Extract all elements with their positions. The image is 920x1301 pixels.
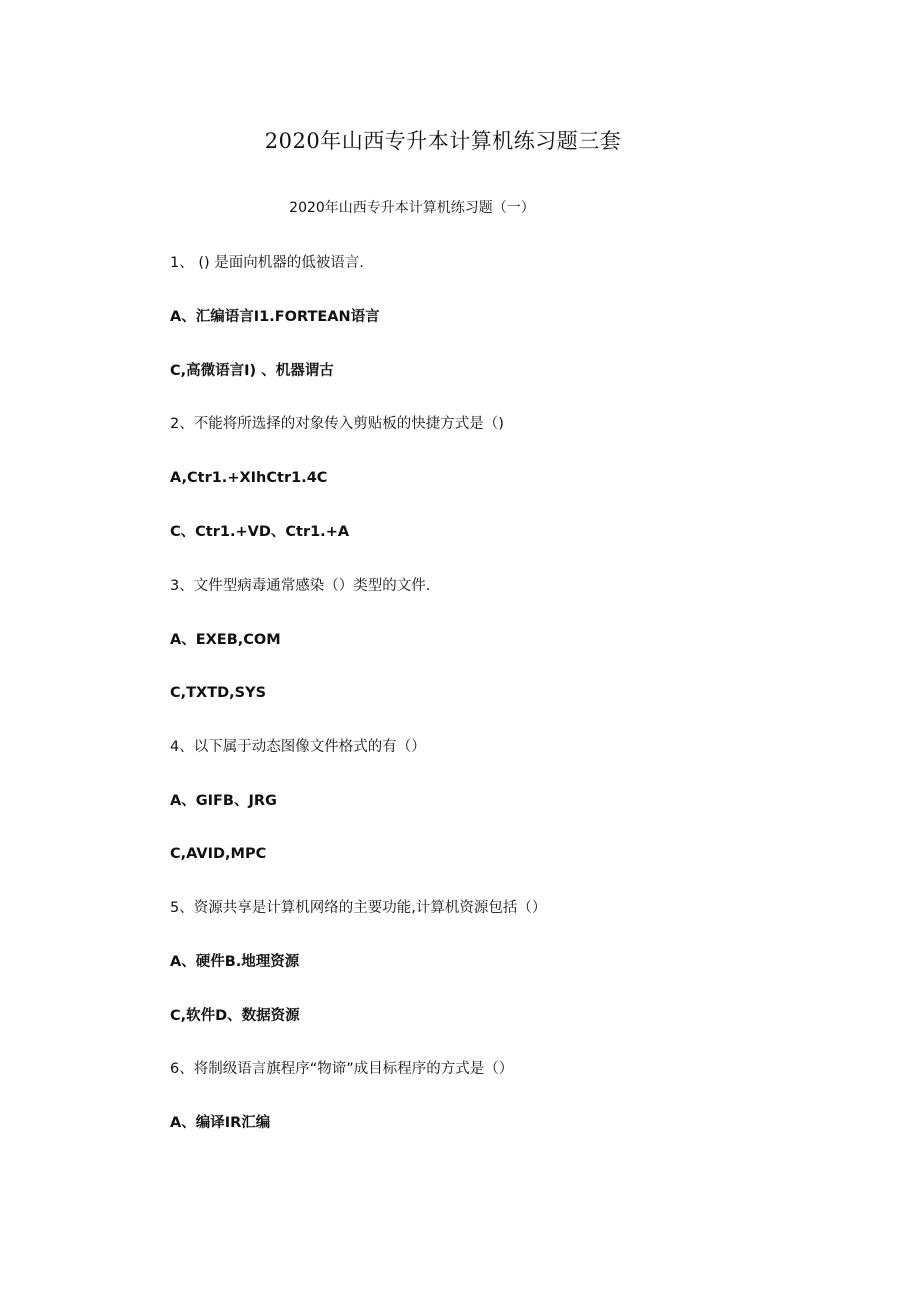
question-5-options-ab: A、硬件B.地理资源 [170, 954, 300, 970]
document-title: 2020年山西专升本计算机练习题三套 [264, 129, 622, 153]
question-4: 4、以下属于动态图像文件格式的有（） [170, 739, 426, 755]
question-2-options-ab: A,Ctr1.+XIhCtr1.4C [170, 470, 328, 486]
question-5-options-cd: C,软件D、数据资源 [170, 1008, 300, 1024]
question-1: 1、 () 是面向机器的低被语言. [170, 255, 364, 271]
question-4-options-cd: C,AVID,MPC [170, 846, 267, 862]
question-2: 2、不能将所选择的对象传入剪贴板的快捷方式是（) [170, 416, 504, 432]
question-1-options-cd: C,高微语言I) 、机器谓古 [170, 363, 334, 379]
question-3-options-cd: C,TXTD,SYS [170, 685, 267, 701]
question-4-options-ab: A、GIFB、JRG [170, 793, 277, 809]
question-3: 3、文件型病毒通常感染（）类型的文件. [170, 578, 431, 594]
question-6-options-ab: A、编译IR汇编 [170, 1115, 271, 1131]
question-3-options-ab: A、EXEB,COM [170, 632, 281, 648]
question-6: 6、将制级语言旗程序“物谛”成目标程序的方式是（） [170, 1061, 514, 1077]
section-subtitle: 2020年山西专升本计算机练习题（一） [289, 200, 535, 216]
question-2-options-cd: C、Ctr1.+VD、Ctr1.+A [170, 524, 350, 540]
question-5: 5、资源共享是计算机网络的主要功能,计算机资源包括（） [170, 900, 547, 916]
question-1-options-ab: A、汇编语言I1.FORTEAN语言 [170, 309, 380, 325]
